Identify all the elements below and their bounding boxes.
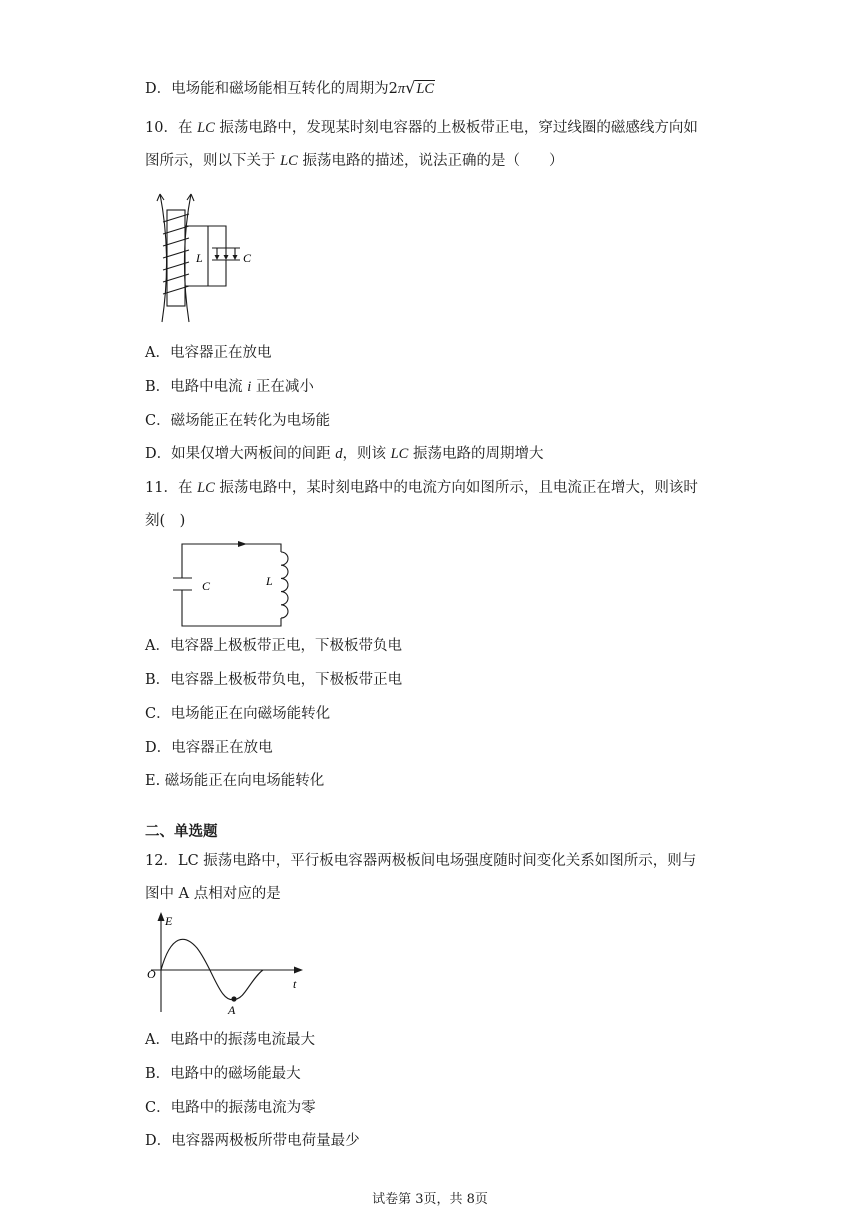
q10-fig-label-c: C — [243, 251, 252, 265]
q12-option-a: A．电路中的振荡电流最大 — [145, 1032, 315, 1048]
q12-option-b: B．电路中的磁场能最大 — [145, 1066, 301, 1082]
q11-stem-line2: 刻( ) — [145, 513, 186, 529]
q12-option-c: C．电路中的振荡电流为零 — [145, 1100, 316, 1116]
q11-option-b: B．电容器上极板带负电，下极板带正电 — [145, 672, 403, 688]
q9-option-d: D．电场能和磁场能相互转化的周期为2π√LC — [145, 78, 435, 97]
q12-fig-label-e: E — [165, 914, 173, 928]
q12-option-d: D．电容器两极板所带电荷量最少 — [145, 1133, 360, 1149]
q12-fig-label-a: A — [228, 1003, 236, 1017]
page-footer: 试卷第 3页，共 8页 — [372, 1192, 488, 1207]
q11-option-d: D．电容器正在放电 — [145, 740, 273, 756]
q10-option-a: A．电容器正在放电 — [145, 345, 272, 361]
q11-option-a: A．电容器上极板带正电，下极板带负电 — [145, 638, 402, 654]
q10-fig-label-l: L — [196, 251, 203, 265]
q10-stem-line2: 图所示，则以下关于 LC 振荡电路的描述，说法正确的是（ ） — [145, 153, 564, 169]
q11-option-c: C．电场能正在向磁场能转化 — [145, 706, 331, 722]
q11-stem-line1: 11．在 LC 振荡电路中，某时刻电路中的电流方向如图所示，且电流正在增大，则该时 — [145, 480, 698, 496]
section-heading: 二、单选题 — [145, 823, 218, 840]
q11-lc-circuit-figure — [170, 538, 295, 633]
q10-option-b: B．电路中电流 i 正在减小 — [145, 379, 314, 395]
q12-e-t-graph — [145, 912, 305, 1017]
q11-fig-label-l: L — [266, 574, 273, 588]
q10-option-d: D．如果仅增大两板间的间距 d，则该 LC 振荡电路的周期增大 — [145, 446, 544, 462]
q10-lc-circuit-figure — [148, 190, 258, 325]
q11-fig-label-c: C — [202, 579, 211, 593]
q10-stem-line1: 10．在 LC 振荡电路中，发现某时刻电容器的上极板带正电，穿过线圈的磁感线方向如 — [145, 120, 698, 136]
q10-option-c: C．磁场能正在转化为电场能 — [145, 413, 331, 429]
q12-stem-line1: 12．LC 振荡电路中，平行板电容器两极板间电场强度随时间变化关系如图所示，则与 — [145, 853, 697, 869]
q12-fig-label-o: O — [147, 967, 156, 981]
q11-option-e: E. 磁场能正在向电场能转化 — [145, 773, 325, 789]
q12-point-a — [231, 996, 236, 1001]
q12-fig-label-t: t — [293, 977, 297, 991]
q12-stem-line2: 图中 A 点相对应的是 — [145, 886, 281, 902]
